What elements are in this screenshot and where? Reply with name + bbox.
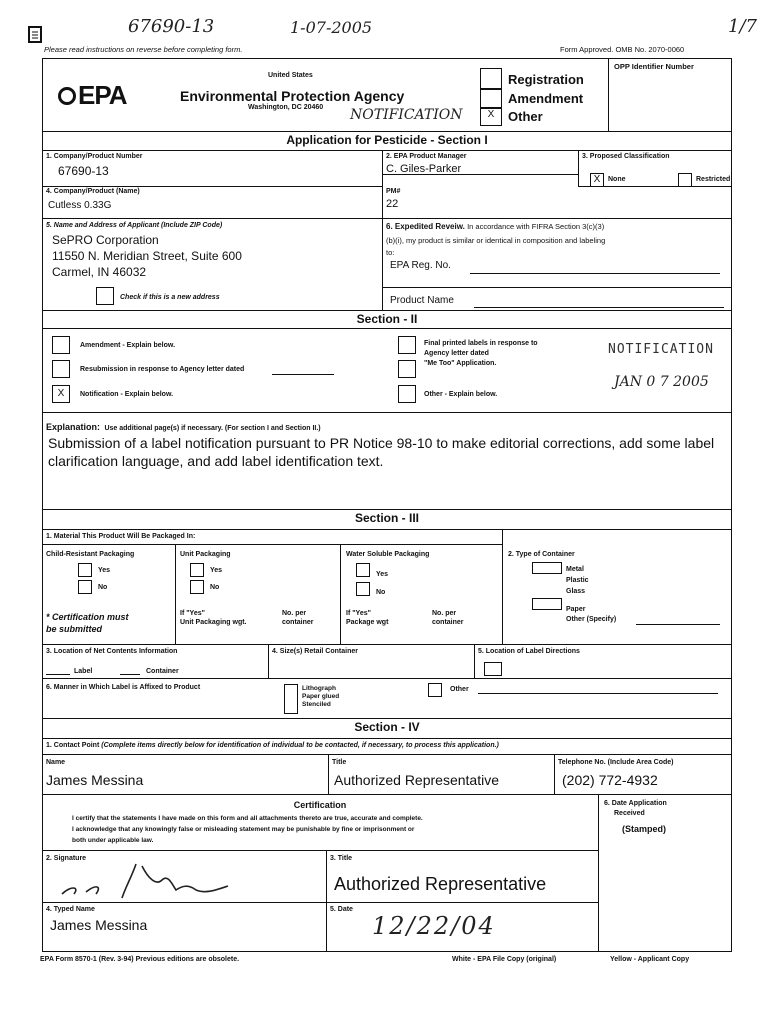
label-directions-label: 5. Location of Label Directions <box>478 648 580 655</box>
section4-title: Section - IV <box>354 720 420 734</box>
divider <box>42 738 732 739</box>
divider <box>340 544 341 644</box>
cert-line-3: both under applicable law. <box>72 837 154 844</box>
plastic-label: Plastic <box>566 577 589 584</box>
amendment-explain-checkbox[interactable] <box>52 336 70 354</box>
divider <box>598 794 599 952</box>
divider <box>382 174 578 175</box>
explanation-text: Submission of a label notification pursuant to PR Notice 98-10 to make editorial corrections, add some label clarification language, and add label identification text. <box>48 435 715 469</box>
date-value: 12/22/04 <box>372 912 496 940</box>
divider <box>326 850 327 952</box>
divider <box>474 644 475 678</box>
f5-line-3: Carmel, IN 46032 <box>52 265 147 279</box>
child-yes-label: Yes <box>98 567 111 574</box>
contact-label: 1. Contact Point <box>46 742 100 749</box>
f2-label: 2. EPA Product Manager <box>386 153 467 160</box>
signature-label: 2. Signature <box>46 855 87 862</box>
me-too-label: "Me Too" Application. <box>424 360 497 367</box>
water-no-per: No. per <box>432 610 457 617</box>
unit-yes-label: Yes <box>210 567 223 574</box>
paper-checkbox[interactable] <box>532 598 562 610</box>
other-specify-label: Other (Specify) <box>566 616 617 623</box>
divider <box>42 529 732 530</box>
litho-checkbox[interactable] <box>284 684 298 714</box>
type-container-label: 2. Type of Container <box>508 551 575 558</box>
footer-form: EPA Form 8570-1 (Rev. 3-94) Previous editions are obsolete. <box>40 956 240 963</box>
f6-text-2: (b)(i), my product is similar or identical in composition and labeling <box>386 236 606 245</box>
divider <box>328 754 329 794</box>
unit-if-yes: If "Yes" <box>180 610 205 617</box>
epa-emblem-icon <box>58 87 76 105</box>
epa-logo: EPA <box>58 80 127 111</box>
phone-label: Telephone No. (Include Area Code) <box>558 759 674 766</box>
cert-line-2: I acknowledge that any knowingly false or misleading statement may be punishable by fine or imprisonment or <box>72 826 415 833</box>
paper-label: Paper <box>566 606 586 613</box>
divider <box>42 644 732 645</box>
document-icon <box>28 26 42 43</box>
f5-label: 5. Name and Address of Applicant (Include ZIP Code) <box>46 222 223 229</box>
child-yes-checkbox[interactable] <box>78 563 92 577</box>
net-container-option: Container <box>146 668 179 675</box>
manner-other-line <box>478 693 718 694</box>
divider <box>42 310 732 311</box>
stenciled-label: Stenciled <box>302 701 331 708</box>
handwritten-date: 1-07-2005 <box>290 18 373 37</box>
other-explain-label: Other - Explain below. <box>424 391 498 398</box>
final-labels-label-2: Agency letter dated <box>424 350 489 357</box>
child-resistant-label: Child-Resistant Packaging <box>46 551 135 558</box>
divider <box>42 850 598 851</box>
name-label: Name <box>46 759 66 766</box>
cert-note-2: be submitted <box>46 624 103 634</box>
f4-value: Cutless 0.33G <box>48 200 112 211</box>
divider <box>42 412 732 413</box>
registration-checkbox[interactable] <box>480 68 502 90</box>
notification-checkbox[interactable]: X <box>52 385 70 403</box>
explanation-note: Use additional page(s) if necessary. (For section I and Section II.) <box>104 425 321 432</box>
section1-title: Application for Pesticide - Section I <box>286 133 488 147</box>
metal-checkbox[interactable] <box>532 562 562 574</box>
divider <box>268 644 269 678</box>
classification-none-checkbox[interactable]: X <box>590 173 604 187</box>
date-received-1: 6. Date Application <box>604 800 667 807</box>
amendment-explain-label: Amendment - Explain below. <box>80 342 176 349</box>
certification-title: Certification <box>293 800 347 810</box>
divider <box>42 218 732 219</box>
net-label-option: Label <box>74 668 93 675</box>
classification-restricted-label: Restricted <box>696 176 731 183</box>
other-type-label: Other <box>508 109 543 124</box>
other-specify-line <box>636 624 720 625</box>
metal-label: Metal <box>566 566 584 573</box>
divider <box>502 529 503 644</box>
divider <box>578 150 579 186</box>
water-package-wgt: Package wgt <box>346 619 389 626</box>
cert-line-1: I certify that the statements I have made on this form and all attachments thereto are true, accurate and complete. <box>72 815 423 822</box>
final-labels-checkbox[interactable] <box>398 336 416 354</box>
contact-note: (Complete items directly below for identification of individual to be contacted, if necessary, to process this application.) <box>101 742 499 749</box>
label-directions-box[interactable] <box>484 662 502 676</box>
size-retail-label: 4. Size(s) Retail Container <box>272 648 358 655</box>
footer-white-copy: White - EPA File Copy (original) <box>452 956 557 963</box>
child-no-label: No <box>98 584 108 591</box>
agency-line-1: United States <box>268 72 313 79</box>
divider <box>554 754 555 794</box>
label-line <box>46 674 70 675</box>
opp-label: OPP Identifier Number <box>614 62 694 71</box>
divider <box>42 544 502 545</box>
unit-no-label: No <box>210 584 220 591</box>
water-yes-label: Yes <box>376 571 389 578</box>
section3-title: Section - III <box>354 511 419 525</box>
f2-value: C. Giles-Parker <box>386 163 462 175</box>
other-type-checkbox[interactable]: X <box>480 108 502 126</box>
footer-yellow-copy: Yellow - Applicant Copy <box>610 956 690 963</box>
water-container: container <box>432 619 464 626</box>
f6-product-label: Product Name <box>390 295 454 306</box>
section2-title: Section - II <box>356 312 418 326</box>
amendment-label: Amendment <box>508 91 584 106</box>
material-label: 1. Material This Product Will Be Packaged In: <box>46 533 196 540</box>
divider <box>42 186 382 187</box>
resubmission-label: Resubmission in response to Agency letter dated <box>80 366 245 373</box>
unit-yes-checkbox[interactable] <box>190 563 204 577</box>
f6-reg-label: EPA Reg. No. <box>390 260 451 271</box>
other-explain-checkbox[interactable] <box>398 385 416 403</box>
divider <box>42 509 732 510</box>
divider <box>175 544 176 644</box>
instructions-text: Please read instructions on reverse before completing form. <box>44 45 243 54</box>
title-label: Title <box>332 759 347 766</box>
divider <box>42 328 732 329</box>
divider <box>382 287 732 288</box>
title-value: Authorized Representative <box>334 772 499 788</box>
glass-label: Glass <box>566 588 586 595</box>
divider <box>42 150 732 151</box>
typed-name-label: 4. Typed Name <box>46 906 95 913</box>
name-value: James Messina <box>46 772 144 788</box>
manner-other-label: Other <box>450 686 469 693</box>
handwritten-number: 67690-13 <box>128 16 215 37</box>
f6-text-1: In accordance with FIFRA Section 3(c)(3) <box>467 222 605 231</box>
handwritten-notification: NOTIFICATION <box>350 107 463 123</box>
f5-line-2: 11550 N. Meridian Street, Suite 600 <box>52 249 242 263</box>
notification-label: Notification - Explain below. <box>80 391 174 398</box>
f1-value: 67690-13 <box>58 164 109 178</box>
phone-value: (202) 772-4932 <box>562 772 658 788</box>
f6-title <box>386 222 604 231</box>
registration-label: Registration <box>508 72 584 87</box>
divider <box>42 902 598 903</box>
manner-other-checkbox[interactable] <box>428 683 442 697</box>
unit-container: container <box>282 619 314 626</box>
explanation-header <box>46 417 321 435</box>
f6-title-text: 6. Expedited Reveiw. <box>386 222 465 231</box>
amendment-checkbox[interactable] <box>480 88 502 108</box>
date-received-3: (Stamped) <box>622 824 667 834</box>
divider <box>42 718 732 719</box>
water-no-checkbox[interactable] <box>356 582 370 596</box>
pm-label: PM# <box>386 188 401 195</box>
divider <box>42 794 732 795</box>
cert-note-1: * Certification must <box>46 612 129 622</box>
letter-date-line <box>272 374 334 375</box>
form-approved: Form Approved. OMB No. 2070-0060 <box>560 45 685 54</box>
agency-line-2: Environmental Protection Agency <box>180 88 405 104</box>
final-labels-label-1: Final printed labels in response to <box>424 340 538 347</box>
f4-label: 4. Company/Product (Name) <box>46 188 140 195</box>
divider <box>42 754 732 755</box>
unit-packaging-label: Unit Packaging <box>180 551 231 558</box>
water-no-label: No <box>376 589 386 596</box>
agency-line-3: Washington, DC 20460 <box>248 104 324 111</box>
net-contents-label: 3. Location of Net Contents Information <box>46 648 178 655</box>
me-too-checkbox[interactable] <box>398 360 416 378</box>
f3-label: 3. Proposed Classification <box>582 153 670 160</box>
explanation-label: Explanation: <box>46 422 101 432</box>
typed-name-value: James Messina <box>50 917 148 933</box>
product-name-line <box>474 307 724 308</box>
f1-label: 1. Company/Product Number <box>46 153 143 160</box>
classification-restricted-checkbox[interactable] <box>678 173 692 187</box>
f6-text-3: to: <box>386 248 395 257</box>
date-label: 5. Date <box>330 906 353 913</box>
f5-line-1: SePRO Corporation <box>52 233 159 247</box>
water-if-yes: If "Yes" <box>346 610 371 617</box>
new-address-label: Check if this is a new address <box>120 294 220 301</box>
signature-image <box>56 856 236 902</box>
paper-glued-label: Paper glued <box>302 693 340 700</box>
title2-label: 3. Title <box>330 855 353 862</box>
manner-label: 6. Manner in Which Label is Affixed to Product <box>46 684 201 691</box>
child-no-checkbox[interactable] <box>78 580 92 594</box>
resubmission-checkbox[interactable] <box>52 360 70 378</box>
new-address-checkbox[interactable] <box>96 287 114 305</box>
water-yes-checkbox[interactable] <box>356 563 370 577</box>
handwritten-page: 1/7 <box>728 16 757 37</box>
stamp-date: JAN 0 7 2005 <box>614 374 709 390</box>
date-received-2: Received <box>614 810 645 817</box>
unit-no-per: No. per <box>282 610 307 617</box>
classification-none-label: None <box>608 176 626 183</box>
reg-no-line <box>470 273 720 274</box>
water-soluble-label: Water Soluble Packaging <box>346 551 430 558</box>
pm-value: 22 <box>386 198 399 210</box>
divider <box>578 186 732 187</box>
divider <box>42 131 732 132</box>
divider <box>608 58 609 132</box>
title2-value: Authorized Representative <box>334 874 547 894</box>
unit-no-checkbox[interactable] <box>190 580 204 594</box>
contact-point <box>46 742 499 749</box>
container-line <box>120 674 140 675</box>
unit-wgt: Unit Packaging wgt. <box>180 619 247 626</box>
divider <box>42 678 732 679</box>
litho-label: Lithograph <box>302 685 336 692</box>
notification-stamp: NOTIFICATION <box>608 342 714 357</box>
